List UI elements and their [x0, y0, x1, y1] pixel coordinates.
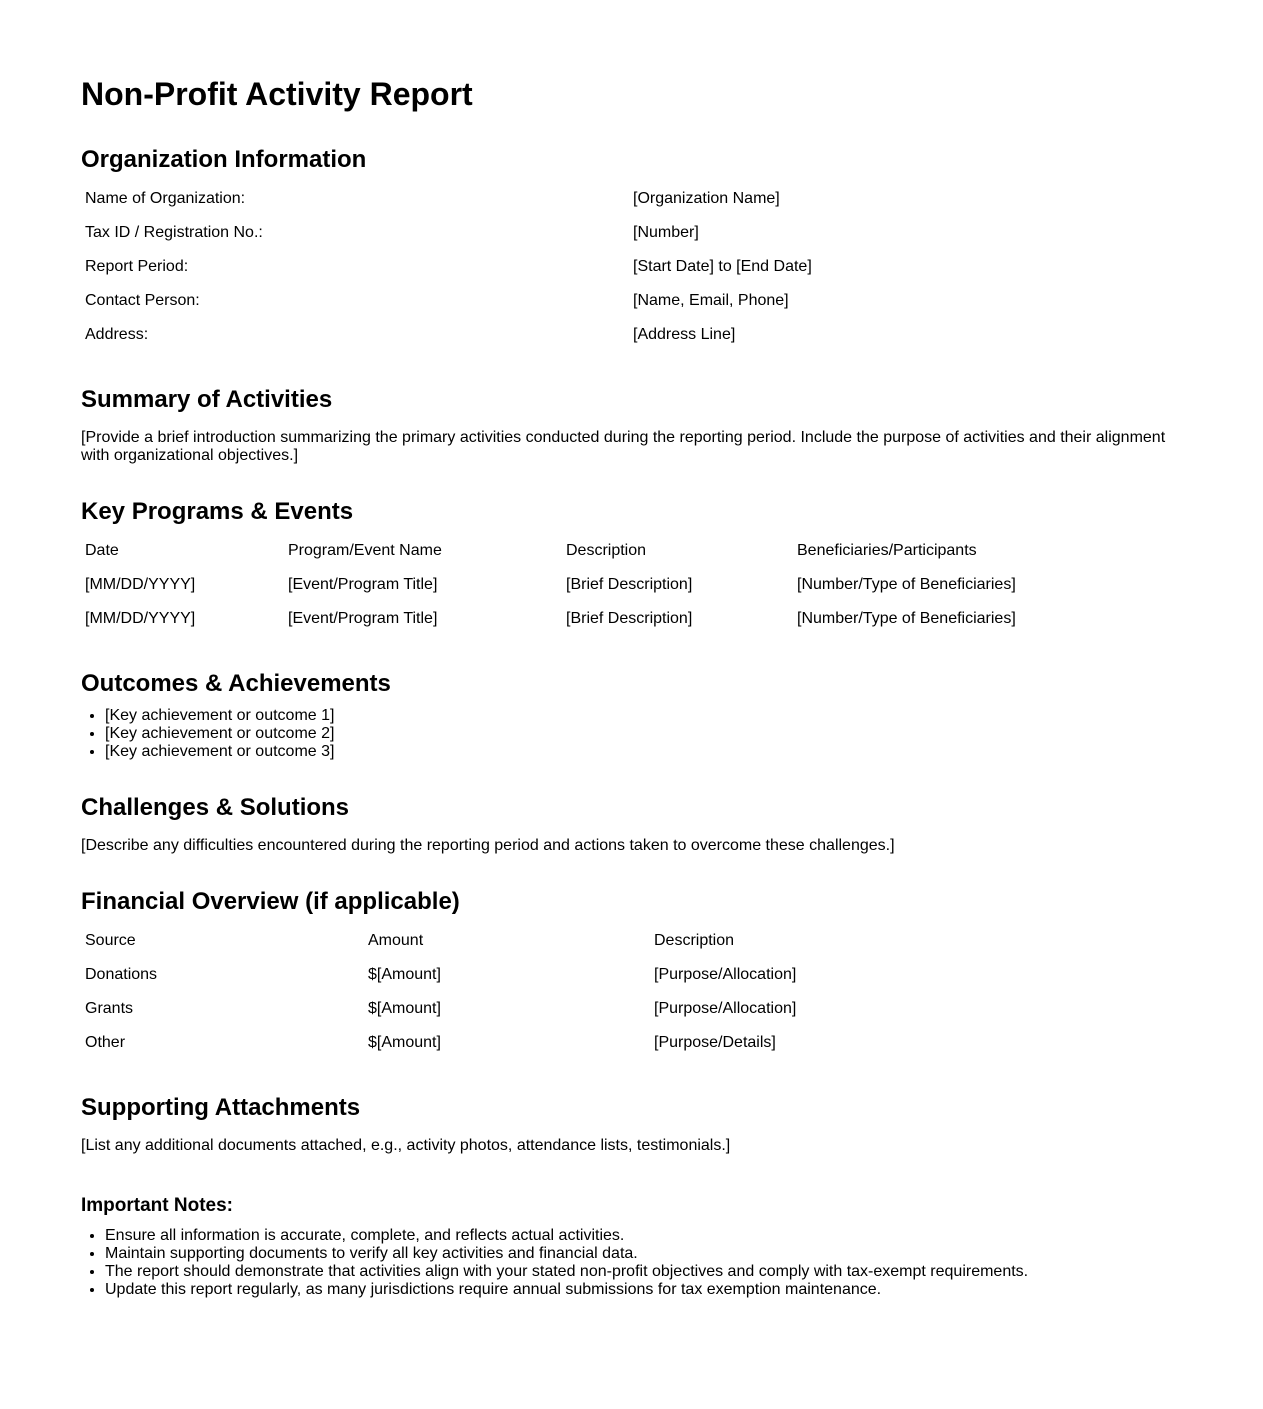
list-item: • Maintain supporting documents to verify all key activities and financial data.: [105, 1245, 1181, 1263]
table-cell: [Purpose/Allocation]: [654, 1000, 797, 1017]
outcomes-heading: Outcomes & Achievements: [81, 670, 391, 697]
column-header-source: Source: [85, 932, 136, 949]
list-item: • Ensure all information is accurate, complete, and reflects actual activities.: [105, 1227, 1181, 1245]
notes-section: [81, 1227, 1181, 1299]
org-info-label: Tax ID / Registration No.:: [85, 224, 263, 241]
table-header-row: [81, 534, 1181, 568]
column-header-program-name: Program/Event Name: [288, 542, 442, 559]
table-cell: Other: [85, 1034, 126, 1051]
summary-text: [Provide a brief introduction summarizing the primary activities conducted during the reporting period. Include the purpose of activities and their alignment with organizational objectives.]: [81, 429, 1166, 464]
list-item: • [Key achievement or outcome 1]: [105, 707, 1181, 725]
table-cell: [Brief Description]: [566, 610, 693, 627]
attachments-text: [List any additional documents attached, e.g., activity photos, attendance lists, testimonials.]: [81, 1137, 731, 1154]
challenges-text: [Describe any difficulties encountered during the reporting period and actions taken to overcome these challenges.]: [81, 837, 895, 854]
org-info-table: [81, 182, 1181, 352]
programs-heading: Key Programs & Events: [81, 498, 354, 525]
list-item: • Update this report regularly, as many jurisdictions require annual submissions for tax exemption maintenance.: [105, 1281, 1181, 1299]
financial-heading: Financial Overview (if applicable): [81, 888, 460, 915]
challenges-section: [81, 837, 1181, 855]
table-row: [81, 250, 1181, 284]
table-cell: [MM/DD/YYYY]: [85, 610, 196, 627]
column-header-beneficiaries: Beneficiaries/Participants: [797, 542, 977, 559]
table-cell: [Purpose/Allocation]: [654, 966, 797, 983]
attachments-heading: Supporting Attachments: [81, 1094, 361, 1121]
table-row: [81, 284, 1181, 318]
org-info-value: [Start Date] to [End Date]: [633, 258, 812, 275]
table-cell: [Purpose/Details]: [654, 1034, 776, 1051]
challenges-heading: Challenges & Solutions: [81, 794, 350, 821]
org-info-section: [81, 182, 1181, 352]
table-row: [81, 958, 1181, 992]
list-item: • The report should demonstrate that activities align with your stated non-profit objectives and comply with tax-exempt requirements.: [105, 1263, 1181, 1281]
outcomes-list: [81, 707, 1181, 761]
column-header-description: Description: [654, 932, 735, 949]
list-item: • [Key achievement or outcome 2]: [105, 725, 1181, 743]
table-row: [81, 992, 1181, 1026]
org-info-label: Name of Organization:: [85, 190, 246, 207]
table-cell: [Number/Type of Beneficiaries]: [797, 576, 1016, 593]
table-row: [81, 1026, 1181, 1060]
table-row: [81, 602, 1181, 636]
table-cell: $[Amount]: [368, 1034, 441, 1051]
column-header-date: Date: [85, 542, 119, 559]
org-info-value: [Number]: [633, 224, 699, 241]
outcomes-section: [81, 707, 1181, 761]
table-cell: [MM/DD/YYYY]: [85, 576, 196, 593]
org-info-value: [Name, Email, Phone]: [633, 292, 789, 309]
attachments-section: [81, 1137, 1181, 1155]
list-item: • [Key achievement or outcome 3]: [105, 743, 1181, 761]
table-cell: [Brief Description]: [566, 576, 693, 593]
financial-section: [81, 924, 1181, 1060]
column-header-amount: Amount: [368, 932, 424, 949]
table-cell: Grants: [85, 1000, 134, 1017]
table-cell: [Number/Type of Beneficiaries]: [797, 610, 1016, 627]
table-row: [81, 182, 1181, 216]
programs-section: [81, 534, 1181, 636]
notes-heading: Important Notes:: [81, 1195, 233, 1216]
table-row: [81, 216, 1181, 250]
column-header-description: Description: [566, 542, 647, 559]
org-info-label: Contact Person:: [85, 292, 200, 309]
financial-table: [81, 924, 1181, 1060]
summary-heading: Summary of Activities: [81, 386, 333, 413]
table-cell: [Event/Program Title]: [288, 610, 438, 627]
table-cell: [Event/Program Title]: [288, 576, 438, 593]
table-header-row: [81, 924, 1181, 958]
page-title: Non-Profit Activity Report: [81, 76, 473, 112]
table-cell: $[Amount]: [368, 966, 441, 983]
org-info-label: Report Period:: [85, 258, 189, 275]
programs-table: [81, 534, 1181, 636]
org-info-value: [Address Line]: [633, 326, 736, 343]
org-info-value: [Organization Name]: [633, 190, 780, 207]
notes-list: [81, 1227, 1181, 1299]
org-info-label: Address:: [85, 326, 149, 343]
table-cell: Donations: [85, 966, 158, 983]
org-info-heading: Organization Information: [81, 146, 367, 173]
table-cell: $[Amount]: [368, 1000, 441, 1017]
table-row: [81, 318, 1181, 352]
table-row: [81, 568, 1181, 602]
summary-section: [81, 429, 1176, 465]
